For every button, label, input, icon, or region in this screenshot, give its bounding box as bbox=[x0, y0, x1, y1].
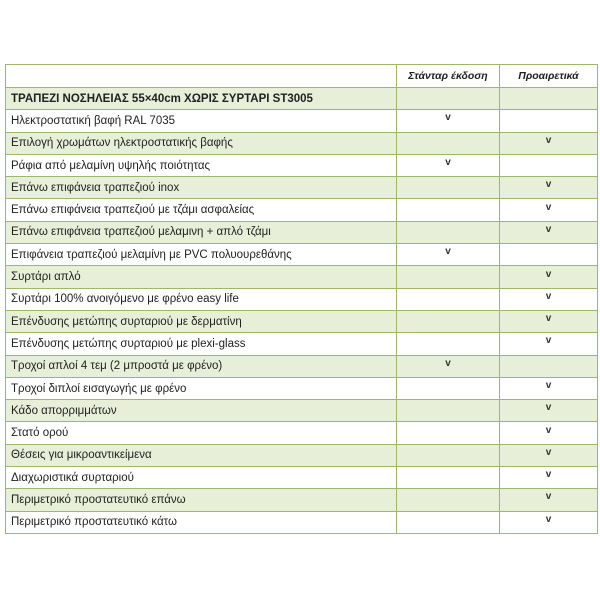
feature-cell: Θέσεις για μικροαντικείμενα bbox=[6, 444, 397, 466]
check-mark-icon: v bbox=[545, 223, 552, 235]
feature-cell: Συρτάρι 100% ανοιγόμενο με φρένο easy life bbox=[6, 288, 397, 310]
check-mark-icon: v bbox=[445, 112, 451, 124]
optional-cell bbox=[500, 199, 598, 221]
spec-table-body bbox=[6, 65, 598, 534]
optional-cell bbox=[500, 132, 598, 154]
check-mark-icon: v bbox=[545, 446, 552, 458]
check-mark-icon: v bbox=[545, 513, 552, 525]
optional-cell bbox=[500, 422, 598, 444]
table-row bbox=[6, 154, 598, 176]
feature-cell: Τροχοί απλοί 4 τεμ (2 μπροστά με φρένο) bbox=[6, 355, 397, 377]
standard-cell bbox=[397, 266, 500, 288]
feature-cell: Επένδυσης μετώπης συρταριού με δερματίνη bbox=[6, 310, 397, 332]
standard-cell bbox=[397, 132, 500, 154]
check-mark-icon: v bbox=[545, 491, 552, 503]
standard-cell bbox=[397, 110, 500, 132]
table-row bbox=[6, 310, 598, 332]
check-mark-icon: v bbox=[545, 179, 552, 191]
feature-cell: Τροχοί διπλοί εισαγωγής με φρένο bbox=[6, 377, 397, 399]
standard-cell bbox=[397, 310, 500, 332]
standard-cell bbox=[397, 377, 500, 399]
feature-cell: Ηλεκτροστατική βαφή RAL 7035 bbox=[6, 110, 397, 132]
check-mark-icon: v bbox=[445, 246, 451, 258]
optional-cell bbox=[500, 511, 598, 533]
feature-cell: Επένδυσης μετώπης συρταριού με plexi-glass bbox=[6, 333, 397, 355]
table-row bbox=[6, 422, 598, 444]
optional-cell bbox=[500, 221, 598, 243]
table-row bbox=[6, 266, 598, 288]
standard-cell bbox=[397, 221, 500, 243]
standard-cell bbox=[397, 355, 500, 377]
standard-cell bbox=[397, 244, 500, 266]
feature-cell: Στατό ορού bbox=[6, 422, 397, 444]
standard-cell bbox=[397, 444, 500, 466]
optional-cell bbox=[500, 154, 598, 176]
optional-cell bbox=[500, 110, 598, 132]
feature-cell: Συρτάρι απλό bbox=[6, 266, 397, 288]
table-row bbox=[6, 355, 598, 377]
standard-cell bbox=[397, 400, 500, 422]
optional-cell bbox=[500, 310, 598, 332]
header-standard: Στάνταρ έκδοση bbox=[397, 65, 500, 88]
table-row bbox=[6, 288, 598, 310]
table-row bbox=[6, 199, 598, 221]
table-row bbox=[6, 177, 598, 199]
optional-cell bbox=[500, 489, 598, 511]
feature-cell: Επιφάνεια τραπεζιού μελαμίνη με PVC πολυουρεθάνης bbox=[6, 244, 397, 266]
table-row bbox=[6, 467, 598, 489]
feature-cell: Διαχωριστικά συρταριού bbox=[6, 467, 397, 489]
optional-cell bbox=[500, 400, 598, 422]
table-row bbox=[6, 244, 598, 266]
check-mark-icon: v bbox=[545, 469, 552, 481]
table-row bbox=[6, 221, 598, 243]
check-mark-icon: v bbox=[545, 424, 552, 436]
title-standard-cell bbox=[397, 88, 500, 110]
feature-cell: Επάνω επιφάνεια τραπεζιού μελαμινη + απλό τζάμι bbox=[6, 221, 397, 243]
standard-cell bbox=[397, 489, 500, 511]
optional-cell bbox=[500, 244, 598, 266]
check-mark-icon: v bbox=[445, 157, 451, 169]
table-row bbox=[6, 489, 598, 511]
standard-cell bbox=[397, 467, 500, 489]
check-mark-icon: v bbox=[545, 134, 552, 146]
optional-cell bbox=[500, 288, 598, 310]
header-optional: Προαιρετικά bbox=[500, 65, 598, 88]
optional-cell bbox=[500, 177, 598, 199]
table-row bbox=[6, 400, 598, 422]
optional-cell bbox=[500, 333, 598, 355]
standard-cell bbox=[397, 177, 500, 199]
standard-cell bbox=[397, 422, 500, 444]
table-row bbox=[6, 333, 598, 355]
optional-cell bbox=[500, 355, 598, 377]
check-mark-icon: v bbox=[545, 335, 552, 347]
standard-cell bbox=[397, 154, 500, 176]
optional-cell bbox=[500, 266, 598, 288]
check-mark-icon: v bbox=[545, 290, 552, 302]
standard-cell bbox=[397, 511, 500, 533]
table-row bbox=[6, 110, 598, 132]
table-row bbox=[6, 377, 598, 399]
feature-cell: Επάνω επιφάνεια τραπεζιού inox bbox=[6, 177, 397, 199]
feature-cell: Επάνω επιφάνεια τραπεζιού με τζάμι ασφαλείας bbox=[6, 199, 397, 221]
optional-cell bbox=[500, 467, 598, 489]
standard-cell bbox=[397, 199, 500, 221]
table-header-row bbox=[6, 65, 598, 88]
table-title: ΤΡΑΠΕΖΙ ΝΟΣΗΛΕΙΑΣ 55×40cm ΧΩΡΙΣ ΣΥΡΤΑΡΙ ST3005 bbox=[6, 88, 397, 110]
header-empty-cell bbox=[6, 65, 397, 88]
title-optional-cell bbox=[500, 88, 598, 110]
check-mark-icon: v bbox=[545, 402, 552, 414]
spec-table bbox=[5, 64, 598, 534]
check-mark-icon: v bbox=[545, 380, 552, 391]
feature-cell: Επιλογή χρωμάτων ηλεκτροστατικής βαφής bbox=[6, 132, 397, 154]
table-row bbox=[6, 511, 598, 533]
optional-cell bbox=[500, 377, 598, 399]
table-row bbox=[6, 132, 598, 154]
standard-cell bbox=[397, 288, 500, 310]
check-mark-icon: v bbox=[545, 313, 552, 325]
feature-cell: Περιμετρικό προστατευτικό κάτω bbox=[6, 511, 397, 533]
check-mark-icon: v bbox=[545, 268, 552, 280]
check-mark-icon: v bbox=[545, 201, 552, 213]
standard-cell bbox=[397, 333, 500, 355]
feature-cell: Κάδο απορριμμάτων bbox=[6, 400, 397, 422]
feature-cell: Ράφια από μελαμίνη υψηλής ποιότητας bbox=[6, 154, 397, 176]
optional-cell bbox=[500, 444, 598, 466]
check-mark-icon: v bbox=[445, 357, 451, 369]
table-row bbox=[6, 444, 598, 466]
title-row bbox=[6, 88, 598, 110]
feature-cell: Περιμετρικό προστατευτικό επάνω bbox=[6, 489, 397, 511]
